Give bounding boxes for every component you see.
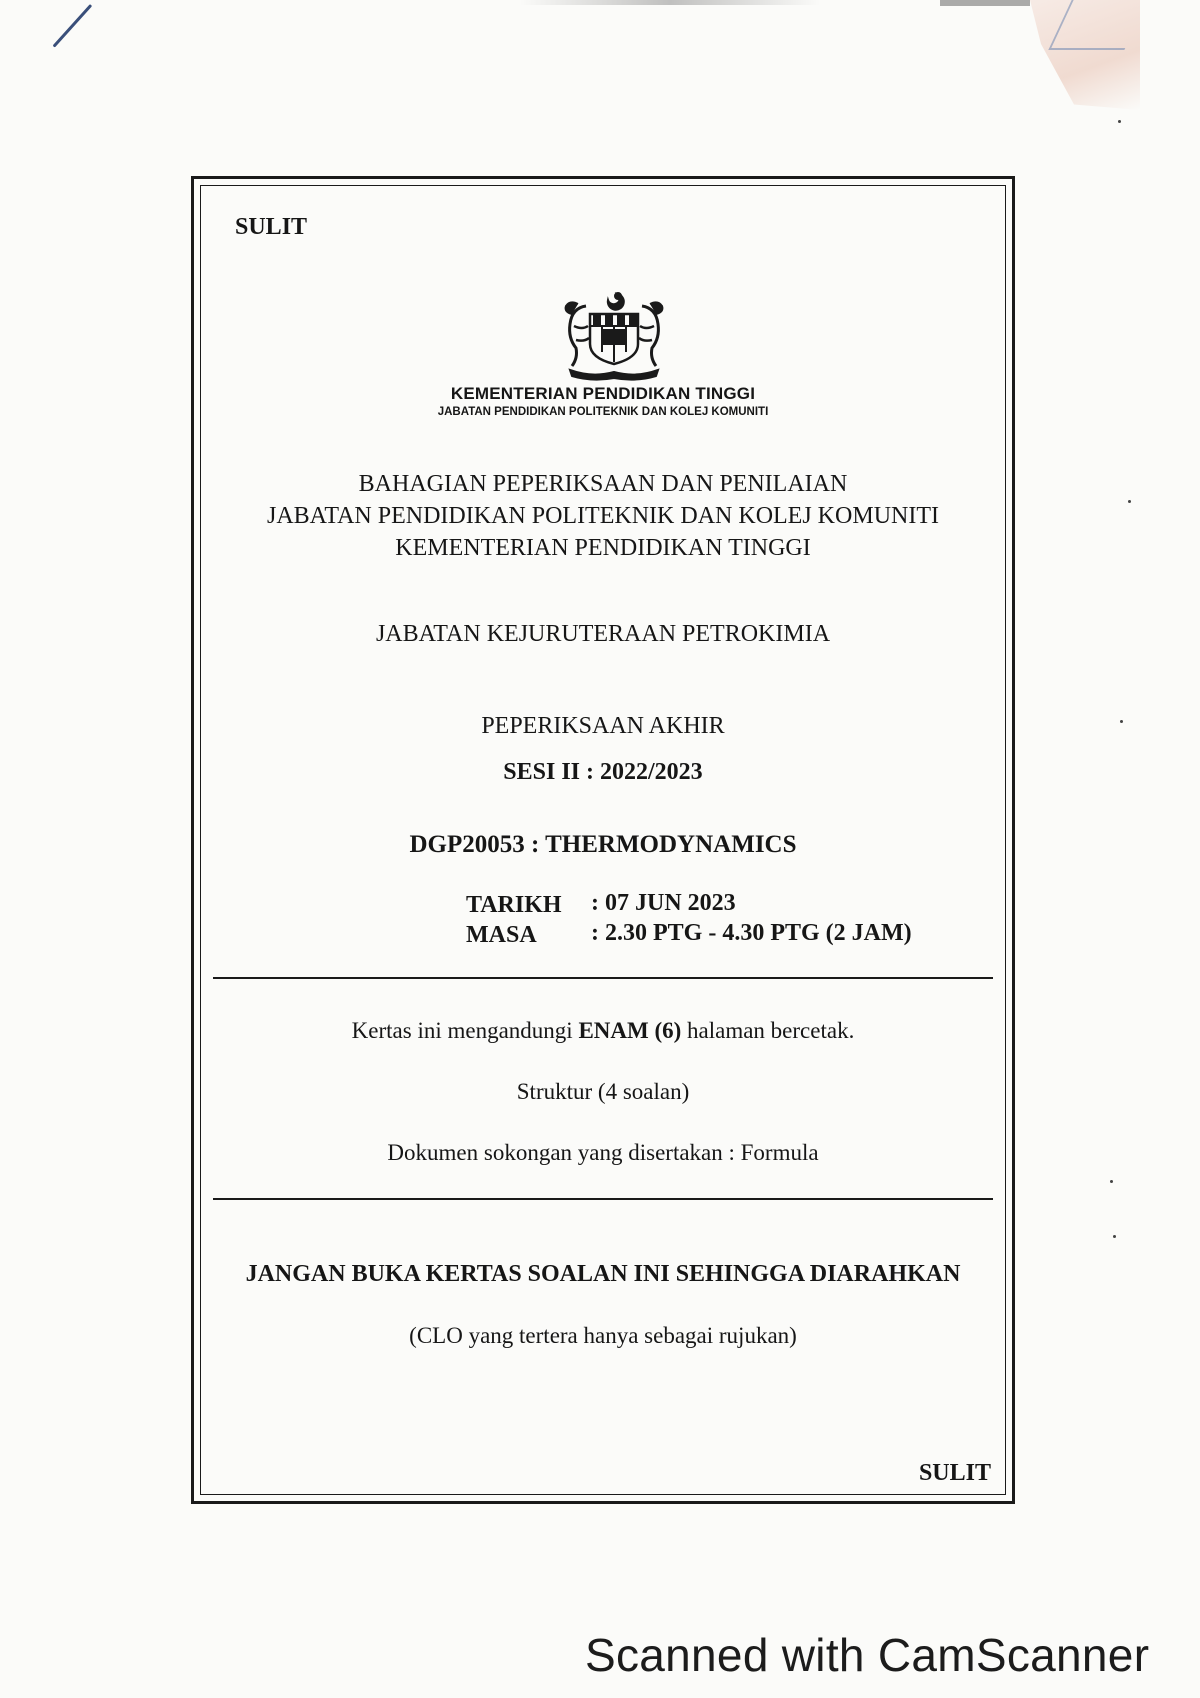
- clo-note: (CLO yang tertera hanya sebagai rujukan): [409, 1323, 797, 1348]
- page-count-prefix: Kertas ini mengandungi: [351, 1018, 579, 1043]
- date-value: : 07 JUN 2023: [591, 890, 736, 916]
- page-count-note: [201, 1018, 1005, 1044]
- heading-line-3: KEMENTERIAN PENDIDIKAN TINGGI: [395, 535, 811, 561]
- page-count-suffix: halaman bercetak.: [681, 1018, 855, 1043]
- scan-speck: [1118, 120, 1121, 123]
- scan-speck: [1128, 500, 1131, 503]
- structure-note: Struktur (4 soalan): [516, 1079, 690, 1104]
- time-value: : 2.30 PTG - 4.30 PTG (2 JAM): [591, 920, 912, 946]
- heading-line-2: JABATAN PENDIDIKAN POLITEKNIK DAN KOLEJ KOMUNITI: [266, 503, 939, 529]
- do-not-open-warning: JANGAN BUKA KERTAS SOALAN INI SEHINGGA DIARAHKAN: [245, 1261, 961, 1287]
- exam-cover-inner-frame: [200, 185, 1006, 1495]
- scan-edge-shadow: [520, 0, 820, 5]
- exam-department: JABATAN KEJURUTERAAN PETROKIMIA: [375, 621, 831, 647]
- date-label: TARIKH: [466, 892, 562, 918]
- exam-session: SESI II : 2022/2023: [503, 759, 703, 785]
- scan-speck: [1110, 1180, 1113, 1183]
- pen-mark: [53, 4, 93, 48]
- coat-of-arms-icon: [556, 286, 672, 382]
- divider-bottom: [213, 1198, 993, 1200]
- classification-bottom: SULIT: [918, 1460, 991, 1486]
- ministry-department: JABATAN PENDIDIKAN POLITEKNIK DAN KOLEJ KOMUNITI: [437, 406, 769, 418]
- scan-speck: [1113, 1235, 1116, 1238]
- page-count-value: ENAM (6): [578, 1018, 682, 1043]
- scan-speck: [1120, 720, 1123, 723]
- scan-edge-shadow-right: [940, 0, 1030, 6]
- time-label: MASA: [466, 922, 537, 948]
- classification-top: SULIT: [235, 214, 308, 240]
- heading-line-1: BAHAGIAN PEPERIKSAAN DAN PENILAIAN: [358, 471, 848, 497]
- exam-cover-frame: [191, 176, 1015, 1504]
- supporting-documents-note: Dokumen sokongan yang disertakan : Formula: [387, 1140, 819, 1165]
- divider-top: [213, 977, 993, 979]
- exam-title: PEPERIKSAAN AKHIR: [481, 713, 725, 739]
- course-title: DGP20053 : THERMODYNAMICS: [409, 831, 797, 858]
- camscanner-watermark: Scanned with CamScanner: [585, 1629, 1150, 1681]
- ministry-name: KEMENTERIAN PENDIDIKAN TINGGI: [450, 384, 756, 403]
